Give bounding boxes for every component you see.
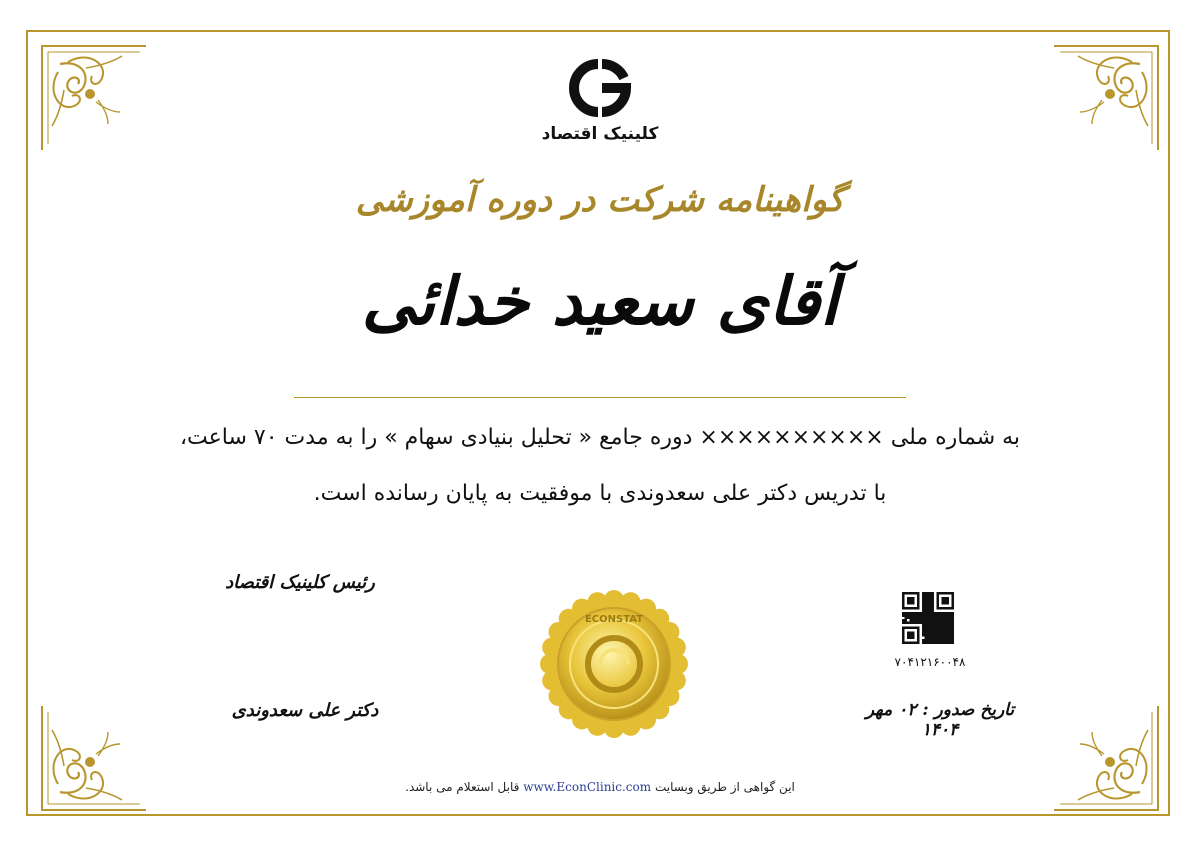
certificate-body-line-1: به شماره ملی ×××××××××× دوره جامع « تحلیل بنیادی سهام » را به مدت ۷۰ ساعت، [179,425,1021,450]
signatory-name: دکتر علی سعدوندی [231,700,379,721]
brand-name: کلینیک اقتصاد [541,124,659,144]
corner-ornament-bottom-left [38,702,150,814]
recipient-name: آقای سعید خدائی [361,262,839,340]
name-underline [294,397,906,398]
corner-ornament-top-right [1050,42,1162,154]
verification-qr-code [902,592,954,644]
certificate-title: گواهینامه شرکت در دوره آموزشی [355,180,845,220]
signatory-title: رئیس کلینیک اقتصاد [225,572,375,593]
issue-date: تاریخ صدور : ۰۲ مهر ۱۴۰۴ [865,700,1015,740]
gold-seal-icon [538,588,690,740]
footer-text-before: این گواهی از طریق وبسایت [654,780,795,794]
brand-logo [540,56,660,144]
corner-ornament-top-left [38,42,150,154]
certificate-body-line-2: با تدریس دکتر علی سعدوندی با موفقیت به پایان رسانده است. [313,481,887,506]
econclinic-logo-icon [558,56,642,120]
certificate-number: ۷۰۴۱۲۱۶۰۰۴۸ [894,655,966,669]
verification-footer [0,780,1200,794]
footer-text-after: قابل استعلام می باشد. [405,780,520,794]
seal-lettering: ECONSTAT [584,614,644,625]
website-link[interactable]: www.EconClinic.com [523,780,652,794]
corner-ornament-bottom-right [1050,702,1162,814]
